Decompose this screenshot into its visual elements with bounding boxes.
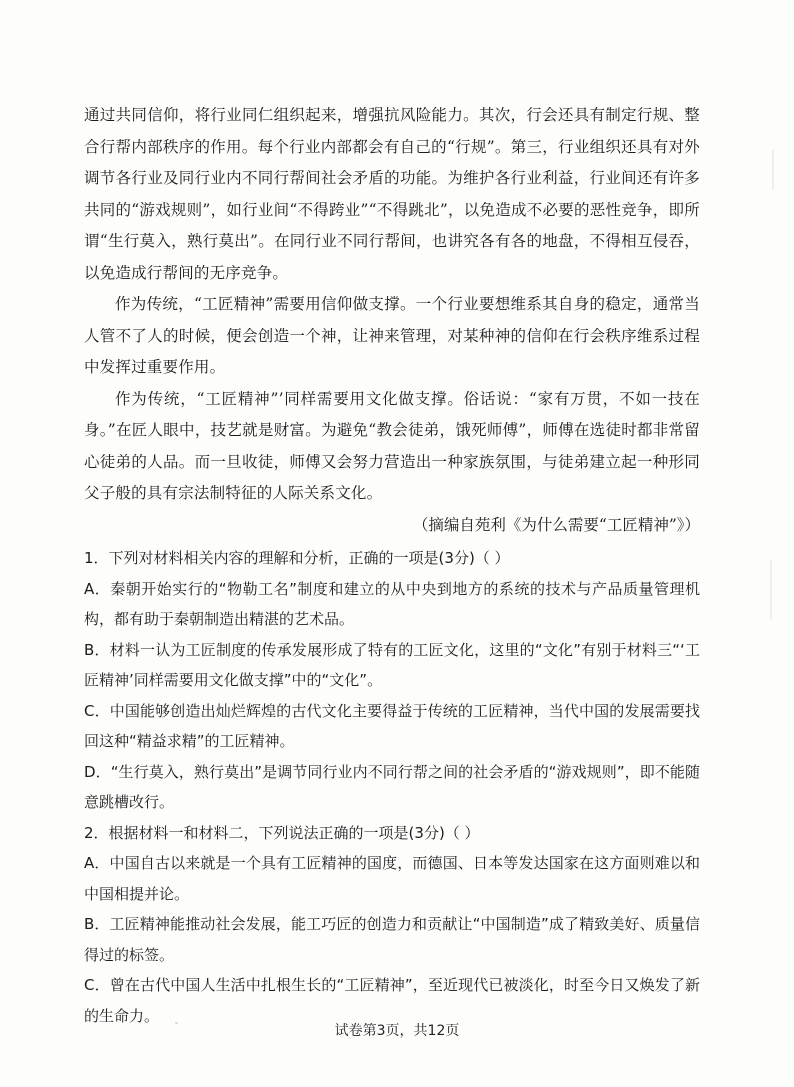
passage-source: （摘编自苑利《为什么需要“工匠精神”》） (412, 515, 700, 534)
question-1-option-b: B．材料一认为工匠制度的传承发展形成了特有的工匠文化，这里的“文化”有别于材料三“‘工匠精神’同样需要用文化做支撑”中的“文化”。 (84, 640, 700, 689)
page-footer: 试卷第3页，共12页 (334, 1023, 460, 1039)
scan-speck (772, 150, 774, 190)
question-1-option-d: D．“生行莫入，熟行莫出”是调节同行业内不同行帮之间的社会矛盾的“游戏规则”，即不能随意跳槽改行。 (84, 762, 700, 811)
question-2-stem: 2．根据材料一和材料二，下列说法正确的一项是(3分)（ ） (84, 823, 480, 842)
question-2 (84, 818, 700, 1032)
passage-paragraph-1: 通过共同信仰，将行业同仁组织起来，增强抗风险能力。其次，行会还具有制定行规、整合行帮内部秩序的作用。每个行业内部都会有自己的“行规”。第三，行业组织还具有对外调节各行业及同行业内不同行帮间社会矛盾的功能。为维护各行业利益，行业间还有许多共同的“游戏规则”，如行业间“不得跨业”“不得跳北”，以免造成不必要的恶性竞争，即所谓“生行莫入，熟行莫出”。在同行业不同行帮间，也讲究各有各的地盘，不得相互侵吞，以免造成行帮间的无序竞争。 (84, 106, 700, 282)
question-1 (84, 543, 700, 818)
question-2-option-a: A．中国自古以来就是一个具有工匠精神的国度，而德国、日本等发达国家在这方面则难以和中国相提并论。 (84, 854, 700, 903)
page-content (84, 100, 700, 1031)
question-1-option-c: C．中国能够创造出灿烂辉煌的古代文化主要得益于传统的工匠精神，当代中国的发展需要找回这种“精益求精”的工匠精神。 (84, 701, 700, 750)
question-1-option-a: A．秦朝开始实行的“物勒工名”制度和建立的从中央到地方的系统的技术与产品质量管理机构，都有助于秦朝制造出精湛的艺术品。 (84, 579, 700, 628)
question-2-option-b: B．工匠精神能推动社会发展，能工巧匠的创造力和贡献让“中国制造”成了精致美好、质量信得过的标签。 (84, 915, 700, 964)
question-2-option-c: C．曾在古代中国人生活中扎根生长的“工匠精神”，至近现代已被淡化，时至今日又焕发了新的生命力。 (84, 976, 700, 1025)
scan-speck (175, 1022, 178, 1024)
passage-paragraph-2: 作为传统，“工匠精神”需要用信仰做支撑。一个行业要想维系其自身的稳定，通常当人管不了人的时候，便会创造一个神，让神来管理，对某种神的信仰在行会秩序维系过程中发挥过重要作用。 (84, 295, 700, 376)
passage-paragraph-3: 作为传统，“工匠精神”’同样需要用文化做支撑。俗话说：“家有万贯，不如一技在身。”在匠人眼中，技艺就是财富。为避免“教会徒弟，饿死师傅”，师傅在选徒时都非常留心徒弟的人品。而一旦收徒，师傅又会努力营造出一种家族氛围，与徒弟建立起一种形同父子般的具有宗法制特征的人际关系文化。 (84, 389, 700, 502)
question-1-stem: 1．下列对材料相关内容的理解和分析，正确的一项是(3分)（ ） (84, 549, 510, 567)
scan-speck (770, 560, 772, 620)
